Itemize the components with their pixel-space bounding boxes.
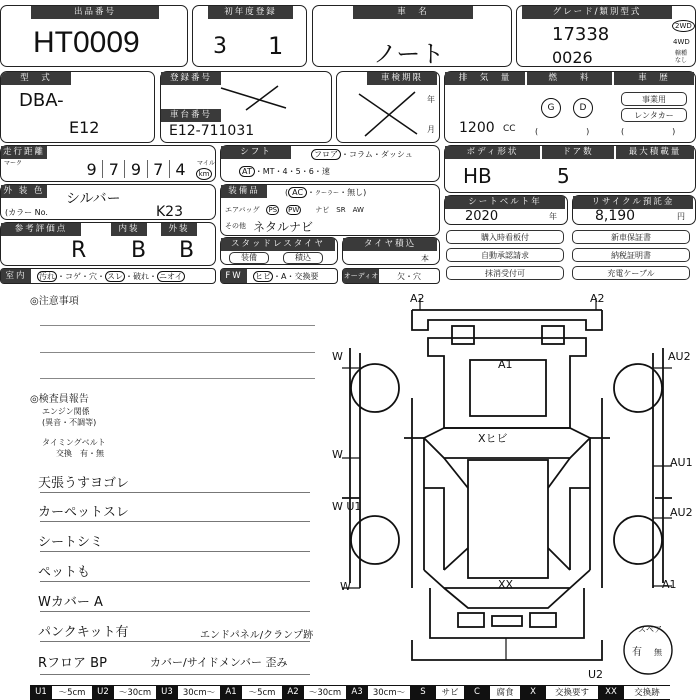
year-char: 年 — [427, 95, 435, 104]
legend-value: 〜5cm — [52, 685, 92, 700]
recycle-value: 8,190 — [595, 208, 636, 224]
equip-label: 装備品 — [221, 185, 267, 198]
equip-cooler: クーラー — [315, 190, 340, 197]
shift-speed-suffix: 速 — [321, 167, 330, 176]
mileage-box — [0, 145, 216, 182]
studless-equipped: 装備 — [229, 252, 269, 264]
tire-label: タイヤ積込 — [343, 238, 437, 251]
equip-aw: AW — [352, 206, 364, 214]
interior-cond-opts: 汚れ ・コゲ・穴・ スレ ・破れ・ ニオイ — [39, 272, 183, 281]
legend-key: A1 — [220, 685, 242, 700]
equip-nav: ナビ — [315, 206, 330, 214]
fw-box — [220, 268, 338, 284]
lot-number: HT0009 — [33, 26, 140, 59]
cond-burn: コゲ — [65, 272, 81, 281]
shift-box — [220, 145, 440, 182]
fw-replace: 交換要 — [294, 272, 319, 281]
grade-ref-value: R — [71, 238, 87, 263]
reg-no-label: 登録番号 — [161, 72, 221, 85]
legend-key: A3 — [346, 685, 368, 700]
shift-dash: ダッシュ — [380, 150, 413, 159]
rule — [40, 641, 310, 642]
note-line — [40, 352, 315, 353]
doc-item: 抹消受付可 — [446, 266, 564, 280]
mark-w-left: W — [332, 448, 343, 461]
equip-pw: PW — [288, 206, 300, 214]
report-line: Wカバー A — [38, 595, 103, 610]
legend-value: サビ — [436, 685, 464, 700]
equip-ac: AC — [288, 187, 307, 198]
report-line: シートシミ — [38, 535, 104, 550]
audio-label: オーディオ — [343, 269, 379, 283]
recycle-label: リサイクル預託金 — [573, 196, 693, 209]
mark-x-windshield: Xヒビ — [478, 432, 508, 445]
documents-grid — [444, 228, 696, 283]
tire-value: 本 — [421, 254, 429, 263]
legend-value: 腐食 — [490, 685, 520, 700]
equip-none: 無し — [347, 188, 364, 197]
studless-box — [220, 237, 338, 265]
chassis-label: 車台番号 — [161, 109, 221, 122]
rule — [40, 521, 310, 522]
note-line — [40, 325, 315, 326]
mileage-digit: 4 — [175, 160, 186, 179]
cond-dirt: 汚れ — [39, 272, 55, 281]
interior-value: B — [131, 238, 147, 263]
mileage-digit: 7 — [103, 160, 125, 178]
fuel-paren: ( ) — [535, 127, 590, 136]
mark-u2-rear: U2 — [588, 668, 604, 681]
equip-other-value: ネタルナビ — [253, 220, 314, 234]
equip-sr: SR — [336, 206, 346, 214]
mileage-digit: 9 — [125, 160, 147, 178]
report-extra-b: カバー/サイドメンバー 歪み — [150, 656, 288, 669]
lot-number-box — [0, 5, 188, 67]
legend-key: U2 — [92, 685, 114, 700]
doc-item: 充電ケーブル — [572, 266, 690, 280]
history-paren: ( ) — [621, 127, 676, 136]
report-line: Rフロア BP — [38, 656, 107, 671]
first-registration-box — [192, 5, 307, 67]
legend-value: 〜5cm — [242, 685, 282, 700]
engine-sub: (異音・不調等) — [42, 418, 97, 427]
engine-label: エンジン関係 — [42, 407, 90, 416]
note-line — [40, 378, 315, 379]
engine-fuel-history-box — [444, 71, 696, 143]
legend-key: S — [410, 685, 436, 700]
car-name-label: 車 名 — [353, 6, 473, 19]
seatbelt-label: シートベルト年 — [445, 196, 565, 209]
displacement-value: 1200 — [459, 120, 495, 136]
doc-item: 新車保証書 — [572, 230, 690, 244]
drive-4wd: 4WD — [673, 38, 690, 46]
cc-unit: CC — [503, 124, 516, 134]
cond-odor: ニオイ — [159, 272, 183, 281]
spare-no: 無 — [654, 648, 662, 657]
fuel-d: D — [573, 98, 593, 118]
mileage-digits — [81, 160, 191, 178]
drive-none: 轄種 なし — [675, 50, 688, 64]
body-doors-box — [444, 145, 696, 193]
evaluation-box — [0, 222, 216, 266]
grade-box — [516, 5, 696, 67]
mileage-label: 走行距離 — [2, 147, 45, 157]
legend-key: A2 — [282, 685, 304, 700]
mark-w-rl: W — [340, 580, 351, 593]
model-code2: E12 — [69, 118, 100, 137]
reg-cross-mark — [216, 84, 296, 112]
legend-value: 〜30cm — [114, 685, 156, 700]
history-rental: レンタカー — [621, 108, 687, 122]
rule — [40, 492, 310, 493]
equip-row2 — [225, 205, 364, 215]
timing-opts: 交換 有・無 — [56, 449, 104, 458]
history-commercial: 事業用 — [621, 92, 687, 106]
fuel-g: G — [541, 98, 561, 118]
rule — [40, 674, 310, 675]
mark-xx-rear: XX — [498, 578, 514, 591]
legend-key: XX — [598, 685, 624, 700]
interior-label: 内装 — [111, 223, 147, 236]
cond-wear: スレ — [107, 272, 123, 281]
mileage-digit: 7 — [148, 160, 170, 178]
inspection-cross-mark — [355, 90, 425, 138]
lot-label: 出品番号 — [31, 6, 159, 19]
spare-label: スペア — [638, 625, 662, 634]
exterior-value: B — [179, 238, 195, 263]
shift-at-mt: AT ・MT・4・5・6・速 — [239, 166, 330, 177]
car-damage-diagram — [320, 288, 700, 683]
timing-label: タイミングベルト — [42, 438, 106, 447]
doors-label: ドア数 — [542, 146, 614, 159]
shift-mt: MT — [262, 167, 275, 176]
recycle-box — [572, 195, 696, 225]
cond-tear: 破れ — [133, 272, 149, 281]
tire-box — [342, 237, 440, 265]
yen: 円 — [677, 212, 685, 221]
month-char: 月 — [427, 125, 435, 134]
model-code: DBA- — [19, 90, 64, 111]
legend-key: U1 — [30, 685, 52, 700]
exterior-label: 外装 — [161, 223, 197, 236]
legend-value: 交換跡 — [624, 685, 670, 700]
grade-label: グレード/類別型式 — [522, 6, 672, 19]
exterior-color-box — [0, 184, 216, 220]
studless-loaded: 積込 — [283, 252, 323, 264]
mark-a2-right: A2 — [590, 292, 605, 305]
doc-item: 納税証明書 — [572, 248, 690, 262]
km-unit: km — [196, 168, 212, 180]
doc-item: 購入時看板付 — [446, 230, 564, 244]
legend-value: 交換要す — [546, 685, 598, 700]
capacity-label: 最大積載量 — [616, 146, 694, 159]
legend-value: 30cm〜 — [178, 685, 220, 700]
rule — [40, 611, 310, 612]
mark-wu1-left: W U1 — [332, 500, 362, 513]
report-line: 天張うすヨゴレ — [38, 476, 130, 491]
shift-6: 6 — [308, 167, 314, 176]
audio-hole: 穴 — [413, 272, 421, 281]
color-value: シルバー — [66, 191, 121, 207]
notes-title: ◎注意事項 — [30, 296, 79, 307]
shift-floor-text: フロア — [311, 149, 341, 160]
rule — [40, 581, 310, 582]
mark-au2-fr: AU2 — [668, 350, 691, 363]
report-extra-a: エンドパネル/クランプ跡 — [200, 630, 314, 641]
inspection-label: 車検期限 — [367, 72, 437, 85]
seatbelt-box — [444, 195, 568, 225]
mark-au1-right: AU1 — [670, 456, 693, 469]
mile-unit: マイル — [197, 160, 215, 167]
model-box — [0, 71, 155, 143]
equipment-box — [220, 184, 440, 236]
report-line: パンクキット有 — [38, 625, 129, 640]
mark-a1-hood: A1 — [498, 358, 513, 371]
studless-label: スタッドレスタイヤ — [221, 238, 335, 251]
fw-opts: ヒビ ・A・交換要 — [255, 272, 319, 281]
mark-au2-right: AU2 — [670, 506, 693, 519]
fw-crack: ヒビ — [255, 272, 271, 281]
rule — [40, 551, 310, 552]
car-name: ノート — [373, 40, 445, 68]
doc-item: 自動承認請求 — [446, 248, 564, 262]
legend-key: X — [520, 685, 546, 700]
model-label: 型 式 — [1, 72, 71, 85]
doors-value: 5 — [557, 164, 570, 188]
grade-ref-label: 参考評価点 — [1, 223, 81, 236]
audio-box — [342, 268, 440, 284]
seatbelt-year: 年 — [549, 212, 557, 221]
fuel-label: 燃 料 — [527, 72, 612, 85]
fw-label: FW — [221, 269, 247, 283]
shift-at: AT — [239, 166, 255, 177]
shift-4: 4 — [282, 167, 288, 176]
first-reg-month: 1 — [268, 32, 284, 60]
history-label: 車 歴 — [614, 72, 694, 85]
chassis-no: E12-711031 — [169, 123, 255, 139]
seatbelt-value: 2020 — [465, 209, 499, 224]
drive-2wd: 2WD — [672, 20, 695, 32]
color-code: K23 — [156, 204, 183, 220]
body-label: ボディ形状 — [445, 146, 540, 159]
legend-value: 〜30cm — [304, 685, 346, 700]
legend-value: 30cm〜 — [368, 685, 410, 700]
report-line: カーペットスレ — [38, 505, 129, 520]
interior-condition-box — [0, 268, 216, 284]
inspection-expiry-box — [336, 71, 440, 143]
interior-cond-label: 室内 — [1, 269, 31, 283]
report-line: ペットも — [38, 565, 91, 580]
mark-w-fl: W — [332, 350, 343, 363]
audio-missing: 欠 — [397, 272, 405, 281]
mark-a1-rr: A1 — [662, 578, 677, 591]
equip-airbag: エアバッグ — [225, 206, 260, 214]
mark-a2-left: A2 — [410, 292, 425, 305]
first-reg-label: 初年度登録 — [208, 6, 293, 19]
color-code-label: (カラー No. — [5, 208, 48, 217]
legend-key: C — [464, 685, 490, 700]
displacement-label: 排 気 量 — [445, 72, 525, 85]
grade-line2: 0026 — [552, 48, 593, 67]
registration-box — [160, 71, 332, 143]
legend-key: U3 — [156, 685, 178, 700]
fw-a: A — [281, 272, 287, 281]
first-reg-year: 3 — [213, 34, 227, 59]
mileage-mark: マーク — [4, 160, 23, 167]
car-name-box — [312, 5, 512, 67]
shift-label: シフト — [221, 146, 291, 159]
shift-column: コラム — [349, 150, 373, 159]
report-title: ◎検査員報告 — [30, 394, 89, 405]
mileage-digit: 9 — [81, 160, 103, 178]
cond-hole: 穴 — [89, 272, 97, 281]
equip-ac-row: ( AC ・クーラー・無し) — [285, 188, 367, 197]
audio-opts: 欠・穴 — [397, 272, 421, 281]
shift-floor: フロア ・コラム・ダッシュ — [311, 149, 413, 160]
equip-ps: PS — [268, 206, 278, 214]
equip-other-label: その他 — [225, 222, 246, 230]
shift-5: 5 — [295, 167, 301, 176]
body-value: HB — [463, 164, 492, 188]
color-label: 外 装 色 — [1, 185, 47, 198]
spare-yes: 有 — [632, 647, 642, 658]
grade-line1: 17338 — [552, 24, 610, 45]
